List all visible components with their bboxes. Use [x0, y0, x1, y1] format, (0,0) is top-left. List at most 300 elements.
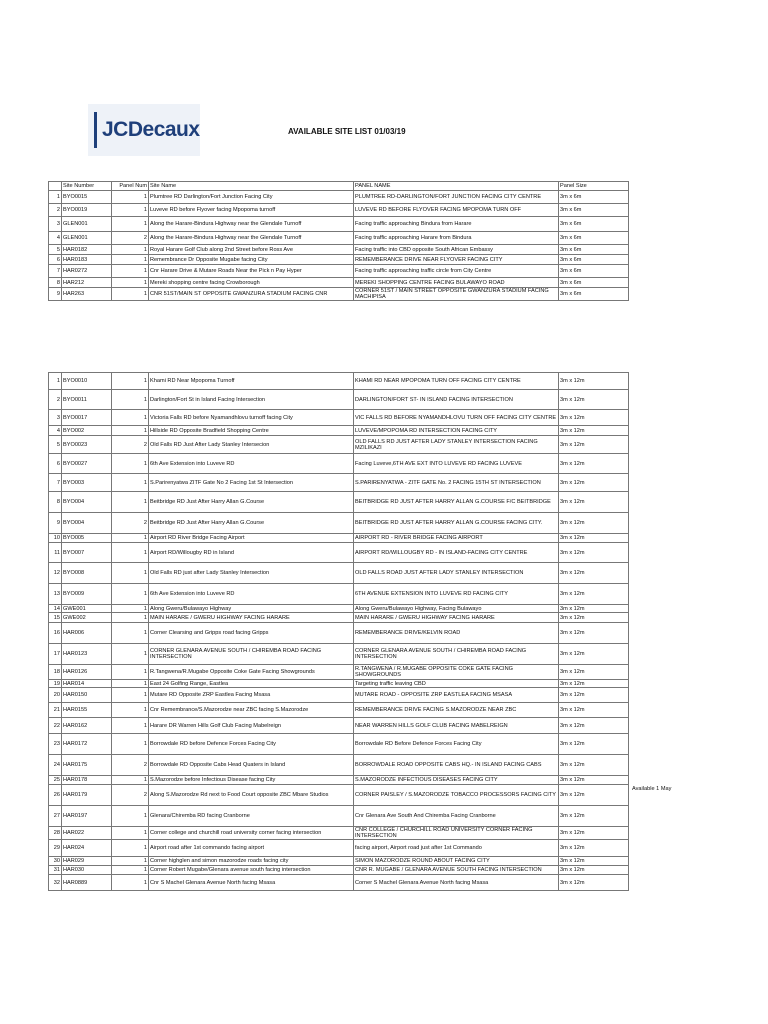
site-number-cell: BYO004 [62, 513, 112, 534]
site-number-cell: HAR030 [62, 866, 112, 875]
site-number-cell: GLEN001 [62, 232, 112, 245]
logo-bar-icon [94, 112, 97, 148]
site-name-cell: Borrowdale RD Opposite Cabs Head Quaters in Island [149, 755, 354, 776]
panel-size-cell: 3m x 12m [559, 390, 629, 410]
panel-number-cell: 1 [112, 776, 149, 785]
panel-name-cell: LUVEVE RD BEFORE FLYOVER FACING MPOPOMA TURN OFF [354, 204, 559, 217]
panel-number-cell: 1 [112, 543, 149, 563]
panel-name-cell: OLD FALLS ROAD JUST AFTER LADY STANLEY INTERSECTION [354, 563, 559, 584]
panel-size-cell: 3m x 6m [559, 265, 629, 278]
panel-number-cell: 1 [112, 492, 149, 513]
site-name-cell: Beitbridge RD Just After Harry Allan G.Course [149, 513, 354, 534]
panel-number-cell: 1 [112, 665, 149, 680]
table-row [49, 436, 629, 454]
site-name-cell: Mereki shopping centre facing Crowborough [149, 278, 354, 288]
row-number-cell: 5 [49, 436, 62, 454]
panel-number-cell: Panel Num [112, 182, 149, 191]
site-table-3x6 [48, 181, 629, 301]
panel-number-cell: 1 [112, 255, 149, 265]
panel-number-cell: 2 [112, 785, 149, 806]
panel-size-cell: 3m x 6m [559, 255, 629, 265]
table-row [49, 204, 629, 217]
panel-name-cell: facing airport, Airport road just after 1st Commando [354, 840, 559, 857]
panel-number-cell: 1 [112, 474, 149, 492]
panel-size-cell: 3m x 6m [559, 245, 629, 255]
site-name-cell: Glenara/Chiremba RD facing Cranborne [149, 806, 354, 827]
table-row [49, 827, 629, 840]
table-row [49, 492, 629, 513]
table-row [49, 688, 629, 703]
site-name-cell: CNR 51ST/MAIN ST OPPOSITE GWANZURA STADIUM FACING CNR [149, 288, 354, 301]
panel-size-cell: 3m x 12m [559, 734, 629, 755]
site-name-cell: East 24 Golfing Range, Eastlea [149, 680, 354, 688]
panel-size-cell: 3m x 12m [559, 806, 629, 827]
site-number-cell: BYO009 [62, 584, 112, 605]
site-name-cell: Remembrance Dr Opposite Mugabe facing City [149, 255, 354, 265]
table-row [49, 776, 629, 785]
panel-name-cell: S.PARIRENYATWA - ZITF GATE No. 2 FACING 15TH ST INTERSECTION [354, 474, 559, 492]
site-number-cell: BYO0010 [62, 373, 112, 390]
panel-size-cell: 3m x 12m [559, 563, 629, 584]
panel-name-cell: CORNER GLENARA AVENUE SOUTH / CHIREMBA ROAD FACING INTERSECTION [354, 644, 559, 665]
row-number-cell: 12 [49, 563, 62, 584]
panel-name-cell: BEITBRIDGE RD JUST AFTER HARRY ALLAN G.COURSE FACING CITY. [354, 513, 559, 534]
panel-name-cell: MAIN HARARE / GWERU HIGHWAY FACING HARARE [354, 613, 559, 623]
row-number-cell: 32 [49, 875, 62, 891]
row-number-cell: 18 [49, 665, 62, 680]
panel-name-cell: REMEMBERANCE DRIVE FACING S.MAZORODZE NEAR ZBC [354, 703, 559, 718]
panel-size-cell: 3m x 12m [559, 866, 629, 875]
row-number-cell: 3 [49, 410, 62, 426]
table-row [49, 755, 629, 776]
panel-name-cell: Corner S Machel Glenara Avenue North facing Msasa [354, 875, 559, 891]
panel-name-cell: S.MAZORODZE INFECTIOUS DISEASES FACING CITY [354, 776, 559, 785]
site-number-cell: HAR022 [62, 827, 112, 840]
panel-size-cell: 3m x 12m [559, 623, 629, 644]
site-number-cell: HAR0150 [62, 688, 112, 703]
panel-size-cell: 3m x 12m [559, 492, 629, 513]
row-number-cell: 16 [49, 623, 62, 644]
panel-number-cell: 1 [112, 680, 149, 688]
panel-size-cell: 3m x 12m [559, 785, 629, 806]
panel-name-cell: BEITBRIDGE RD JUST AFTER HARRY ALLAN G.COURSE F/C BEITBRIDGE [354, 492, 559, 513]
panel-number-cell: 1 [112, 866, 149, 875]
site-number-cell: GWE002 [62, 613, 112, 623]
site-name-cell: Luveve RD before Flyover facing Mpopoma turnoff [149, 204, 354, 217]
panel-size-cell: 3m x 12m [559, 703, 629, 718]
site-number-cell: BYO0023 [62, 436, 112, 454]
panel-number-cell: 1 [112, 278, 149, 288]
site-number-cell: BYO0015 [62, 191, 112, 204]
table-row [49, 785, 629, 806]
panel-name-cell: Facing traffic approaching traffic circle from City Centre [354, 265, 559, 278]
row-number-cell: 3 [49, 217, 62, 232]
site-name-cell: S.Mazorodze before Infectious Disease facing City [149, 776, 354, 785]
site-name-cell: Corner college and churchill road university corner facing intersection [149, 827, 354, 840]
site-table-3x12 [48, 372, 629, 891]
row-number-cell [49, 182, 62, 191]
logo-text: JCDecaux [102, 118, 200, 141]
panel-name-cell: CORNER 51ST / MAIN STREET OPPOSITE GWANZURA STADIUM FACING MACHIPISA [354, 288, 559, 301]
row-number-cell: 17 [49, 644, 62, 665]
table-row [49, 665, 629, 680]
site-number-cell: BYO0017 [62, 410, 112, 426]
table-row [49, 278, 629, 288]
table-row [49, 288, 629, 301]
panel-number-cell: 2 [112, 232, 149, 245]
site-number-cell: HAR0183 [62, 255, 112, 265]
panel-name-cell: LUVEVE/MPOPOMA RD INTERSECTION FACING CITY [354, 426, 559, 436]
table-row [49, 840, 629, 857]
panel-name-cell: Targeting traffic leaving CBD [354, 680, 559, 688]
panel-size-cell: 3m x 12m [559, 534, 629, 543]
panel-name-cell: REMEMBERANCE DRIVE/KELVIN ROAD [354, 623, 559, 644]
panel-name-cell: OLD FALLS RD JUST AFTER LADY STANLEY INTERSECTION FACING MZILIKAZI [354, 436, 559, 454]
panel-number-cell: 1 [112, 204, 149, 217]
panel-size-cell: 3m x 6m [559, 232, 629, 245]
panel-number-cell: 2 [112, 513, 149, 534]
panel-number-cell: 2 [112, 436, 149, 454]
jcdecaux-logo [88, 104, 200, 156]
site-number-cell: HAR263 [62, 288, 112, 301]
panel-name-cell: CNR COLLEGE / CHURCHILL ROAD UNIVERSITY CORNER FACING INTERSECTION [354, 827, 559, 840]
site-number-cell: HAR0179 [62, 785, 112, 806]
panel-number-cell: 1 [112, 613, 149, 623]
panel-number-cell: 1 [112, 703, 149, 718]
panel-size-cell: 3m x 12m [559, 688, 629, 703]
row-number-cell: 4 [49, 426, 62, 436]
row-number-cell: 10 [49, 534, 62, 543]
site-number-cell: HAR0123 [62, 644, 112, 665]
panel-name-cell: AIRPORT RD/WILLOUGBY RD - IN ISLAND-FACING CITY CENTRE [354, 543, 559, 563]
site-number-cell: HAR0182 [62, 245, 112, 255]
table-row [49, 644, 629, 665]
panel-name-cell: PANEL NAME [354, 182, 559, 191]
table-row [49, 875, 629, 891]
site-name-cell: MAIN HARARE / GWERU HIGHWAY FACING HARARE [149, 613, 354, 623]
table-row [49, 191, 629, 204]
panel-number-cell: 1 [112, 191, 149, 204]
table-row [49, 454, 629, 474]
panel-name-cell: REMEMBERANCE DRIVE NEAR FLYOVER FACING CITY [354, 255, 559, 265]
table-row [49, 806, 629, 827]
row-number-cell: 27 [49, 806, 62, 827]
row-number-cell: 4 [49, 232, 62, 245]
panel-number-cell: 1 [112, 644, 149, 665]
panel-size-cell: 3m x 12m [559, 840, 629, 857]
panel-number-cell: 1 [112, 623, 149, 644]
panel-size-cell: 3m x 6m [559, 288, 629, 301]
site-name-cell: Hillside RD Opposite Bradfield Shopping Centre [149, 426, 354, 436]
row-number-cell: 20 [49, 688, 62, 703]
row-number-cell: 9 [49, 288, 62, 301]
table-row [49, 623, 629, 644]
table-row [49, 718, 629, 734]
site-number-cell: BYO007 [62, 543, 112, 563]
table-row [49, 584, 629, 605]
site-number-cell: HAR0889 [62, 875, 112, 891]
panel-name-cell: Facing Luveve,6TH AVE EXT INTO LUVEVE RD FACING LUVEVE [354, 454, 559, 474]
row-number-cell: 2 [49, 390, 62, 410]
row-number-cell: 1 [49, 373, 62, 390]
site-name-cell: Along S.Mazorodze Rd next to Food Court opposite ZBC Mbare Studios [149, 785, 354, 806]
site-number-cell: HAR0178 [62, 776, 112, 785]
row-number-cell: 1 [49, 191, 62, 204]
site-name-cell: Cnr Harare Drive & Mutare Roads Near the Pick n Pay Hyper [149, 265, 354, 278]
site-name-cell: Cnr S Machel Glenara Avenue North facing Msasa [149, 875, 354, 891]
panel-size-cell: 3m x 12m [559, 665, 629, 680]
panel-number-cell: 1 [112, 390, 149, 410]
table-row [49, 410, 629, 426]
row-number-cell: 13 [49, 584, 62, 605]
site-number-cell: HAR0155 [62, 703, 112, 718]
site-name-cell: Along the Harare-Bindura Highway near the Glendale Turnoff [149, 217, 354, 232]
panel-number-cell: 1 [112, 827, 149, 840]
site-name-cell: Along the Harare-Bindura Highway near the Glendale Turnoff [149, 232, 354, 245]
site-number-cell: HAR006 [62, 623, 112, 644]
site-name-cell: 6th Ave Extension into Luveve RD [149, 454, 354, 474]
panel-name-cell: Facing traffic approaching Harare from Bindura [354, 232, 559, 245]
panel-size-cell: 3m x 12m [559, 543, 629, 563]
site-number-cell: HAR029 [62, 857, 112, 866]
header-row [49, 182, 629, 191]
site-number-cell: HAR0172 [62, 734, 112, 755]
site-number-cell: BYO005 [62, 534, 112, 543]
row-number-cell: 7 [49, 265, 62, 278]
site-name-cell: Airport RD/Willougby RD in Island [149, 543, 354, 563]
panel-number-cell: 1 [112, 373, 149, 390]
row-number-cell: 25 [49, 776, 62, 785]
panel-name-cell: Facing traffic approaching Bindura from Harare [354, 217, 559, 232]
row-number-cell: 23 [49, 734, 62, 755]
row-number-cell: 15 [49, 613, 62, 623]
site-number-cell: HAR0126 [62, 665, 112, 680]
site-number-cell: BYO0011 [62, 390, 112, 410]
panel-size-cell: 3m x 12m [559, 680, 629, 688]
panel-number-cell: 1 [112, 857, 149, 866]
site-name-cell: Old Falls RD just after Lady Stanley Intersection [149, 563, 354, 584]
table-row [49, 857, 629, 866]
site-name-cell: Victoria Falls RD before Nyamandhlovu turnoff facing City [149, 410, 354, 426]
site-number-cell: GWE001 [62, 605, 112, 613]
panel-number-cell: 1 [112, 840, 149, 857]
table-row [49, 474, 629, 492]
site-number-cell: HAR014 [62, 680, 112, 688]
panel-number-cell: 1 [112, 875, 149, 891]
row-number-cell: 19 [49, 680, 62, 688]
panel-name-cell: VIC FALLS RD BEFORE NYAMANDHLOVU TURN OFF FACING CITY CENTRE [354, 410, 559, 426]
table-row [49, 703, 629, 718]
panel-size-cell: 3m x 12m [559, 718, 629, 734]
panel-number-cell: 1 [112, 688, 149, 703]
panel-size-cell: 3m x 12m [559, 613, 629, 623]
table-row [49, 680, 629, 688]
row-number-cell: 24 [49, 755, 62, 776]
site-name-cell: R.Tangwena/R.Mugabe Opposite Coke Gate Facing Showgrounds [149, 665, 354, 680]
site-name-cell: Darlington/Fort St in Island Facing Intersection [149, 390, 354, 410]
row-number-cell: 8 [49, 278, 62, 288]
panel-name-cell: Cnr Glenara Ave South And Chiremba Facing Cranborne [354, 806, 559, 827]
row-number-cell: 29 [49, 840, 62, 857]
row-number-cell: 6 [49, 255, 62, 265]
panel-name-cell: R.TANGWENA / R.MUGABE OPPOSITE COKE GATE FACING SHOWGROUNDS [354, 665, 559, 680]
table-row [49, 513, 629, 534]
panel-name-cell: Facing traffic into CBD opposite South African Embassy [354, 245, 559, 255]
panel-name-cell: 6TH AVENUE EXTENSION INTO LUVEVE RD FACING CITY [354, 584, 559, 605]
panel-size-cell: 3m x 12m [559, 644, 629, 665]
site-name-cell: Site Name [149, 182, 354, 191]
site-name-cell: Airport RD River Bridge Facing Airport [149, 534, 354, 543]
row-number-cell: 31 [49, 866, 62, 875]
panel-number-cell: 1 [112, 245, 149, 255]
panel-size-cell: 3m x 12m [559, 755, 629, 776]
table-row [49, 605, 629, 613]
site-number-cell: HAR212 [62, 278, 112, 288]
panel-name-cell: DARLINGTON/FORT ST- IN ISLAND FACING INTERSECTION [354, 390, 559, 410]
panel-size-cell: Panel Size [559, 182, 629, 191]
row-number-cell: 8 [49, 492, 62, 513]
table-row [49, 373, 629, 390]
panel-size-cell: 3m x 12m [559, 827, 629, 840]
panel-name-cell: CNR R. MUGABE / GLENARA AVENUE SOUTH FACING INTERSECTION [354, 866, 559, 875]
panel-size-cell: 3m x 6m [559, 278, 629, 288]
site-number-cell: HAR0272 [62, 265, 112, 278]
site-number-cell: BYO0019 [62, 204, 112, 217]
table-row [49, 534, 629, 543]
row-number-cell: 11 [49, 543, 62, 563]
site-name-cell: Corner Clearsing and Gripps road facing Gripps [149, 623, 354, 644]
panel-name-cell: BORROWDALE ROAD OPPOSITE CABS HQ.- IN ISLAND FACING CABS [354, 755, 559, 776]
site-name-cell: Old Falls RD Just After Lady Stanley Intersecion [149, 436, 354, 454]
site-number-cell: BYO0027 [62, 454, 112, 474]
site-number-cell: BYO002 [62, 426, 112, 436]
panel-number-cell: 1 [112, 534, 149, 543]
site-name-cell: Khami RD Near Mpopoma Turnoff [149, 373, 354, 390]
panel-size-cell: 3m x 12m [559, 474, 629, 492]
table-row [49, 426, 629, 436]
row-number-cell: 6 [49, 454, 62, 474]
panel-number-cell: 1 [112, 265, 149, 278]
table-row [49, 255, 629, 265]
panel-number-cell: 1 [112, 605, 149, 613]
site-name-cell: Cnr Remembrance/S.Mazorodze near ZBC facing S.Mazorodze [149, 703, 354, 718]
table-row [49, 563, 629, 584]
panel-size-cell: 3m x 12m [559, 426, 629, 436]
table-row [49, 217, 629, 232]
row-number-cell: 22 [49, 718, 62, 734]
panel-number-cell: 1 [112, 288, 149, 301]
table-row [49, 232, 629, 245]
row-number-cell: 14 [49, 605, 62, 613]
site-number-cell: BYO008 [62, 563, 112, 584]
panel-size-cell: 3m x 6m [559, 204, 629, 217]
page-title: AVAILABLE SITE LIST 01/03/19 [288, 127, 406, 136]
panel-size-cell: 3m x 12m [559, 373, 629, 390]
panel-number-cell: 1 [112, 584, 149, 605]
site-name-cell: Corner Robert Mugabe/Glenara avenue south facing intersection [149, 866, 354, 875]
site-number-cell: BYO004 [62, 492, 112, 513]
panel-number-cell: 1 [112, 563, 149, 584]
panel-number-cell: 1 [112, 410, 149, 426]
table-row [49, 613, 629, 623]
panel-name-cell: Along Gweru/Bulawayo Highway, Facing Bulawayo [354, 605, 559, 613]
panel-name-cell: AIRPORT RD - RIVER BRIDGE FACING AIRPORT [354, 534, 559, 543]
site-name-cell: Plumtree RD Darlington/Fort Junction Facing City [149, 191, 354, 204]
table-row [49, 390, 629, 410]
site-number-cell: BYO003 [62, 474, 112, 492]
row-number-cell: 9 [49, 513, 62, 534]
site-name-cell: Corner highglen and simon mazorodze roads facing city [149, 857, 354, 866]
table-row [49, 543, 629, 563]
panel-size-cell: 3m x 12m [559, 513, 629, 534]
site-name-cell: Harare DR Warren Hills Golf Club Facing Mabelreign [149, 718, 354, 734]
panel-number-cell: 1 [112, 217, 149, 232]
panel-name-cell: Borrowdale RD Before Defence Forces Facing City [354, 734, 559, 755]
table-row [49, 734, 629, 755]
panel-name-cell: SIMON MAZORODZE ROUND ABOUT FACING CITY [354, 857, 559, 866]
panel-name-cell: CORNER PAISLEY / S.MAZORODZE TOBACCO PROCESSORS FACING CITY [354, 785, 559, 806]
table-row [49, 866, 629, 875]
availability-note: Available 1 May [632, 786, 672, 792]
panel-name-cell: MEREKI SHOPPING CENTRE FACING BULAWAYO ROAD [354, 278, 559, 288]
panel-size-cell: 3m x 12m [559, 776, 629, 785]
panel-size-cell: 3m x 12m [559, 454, 629, 474]
row-number-cell: 2 [49, 204, 62, 217]
row-number-cell: 30 [49, 857, 62, 866]
panel-number-cell: 1 [112, 718, 149, 734]
panel-size-cell: 3m x 6m [559, 191, 629, 204]
panel-number-cell: 1 [112, 806, 149, 827]
panel-size-cell: 3m x 12m [559, 875, 629, 891]
site-number-cell: HAR0162 [62, 718, 112, 734]
panel-size-cell: 3m x 12m [559, 605, 629, 613]
row-number-cell: 28 [49, 827, 62, 840]
panel-size-cell: 3m x 12m [559, 410, 629, 426]
site-number-cell: HAR0197 [62, 806, 112, 827]
site-name-cell: CORNER GLENARA AVENUE SOUTH / CHIREMBA ROAD FACING INTERSECTION [149, 644, 354, 665]
table-row [49, 245, 629, 255]
row-number-cell: 5 [49, 245, 62, 255]
panel-size-cell: 3m x 12m [559, 857, 629, 866]
site-name-cell: Mutare RD Opposite ZRP Eastlea Facing Msasa [149, 688, 354, 703]
panel-number-cell: 1 [112, 734, 149, 755]
site-number-cell: Site Number [62, 182, 112, 191]
panel-size-cell: 3m x 12m [559, 584, 629, 605]
site-number-cell: HAR024 [62, 840, 112, 857]
site-name-cell: Royal Harare Golf Club along 2nd Street before Ross Ave [149, 245, 354, 255]
site-name-cell: Along Gweru/Bulawayo Highway [149, 605, 354, 613]
panel-number-cell: 1 [112, 426, 149, 436]
site-name-cell: 6th Ave Extension into Luveve RD [149, 584, 354, 605]
site-name-cell: Borrowdale RD before Defence Forces Facing City [149, 734, 354, 755]
site-number-cell: HAR0175 [62, 755, 112, 776]
panel-name-cell: MUTARE ROAD - OPPOSITE ZRP EASTLEA FACING MSASA [354, 688, 559, 703]
row-number-cell: 7 [49, 474, 62, 492]
table-row [49, 265, 629, 278]
site-name-cell: S.Parirenyatwa ZITF Gate No 2 Facing 1st St Intersection [149, 474, 354, 492]
row-number-cell: 26 [49, 785, 62, 806]
panel-name-cell: PLUMTREE RD-DARLINGTON/FORT JUNCTION FACING CITY CENTRE [354, 191, 559, 204]
site-number-cell: GLEN001 [62, 217, 112, 232]
panel-size-cell: 3m x 12m [559, 436, 629, 454]
panel-number-cell: 2 [112, 755, 149, 776]
panel-name-cell: KHAMI RD NEAR MPOPOMA TURN OFF FACING CITY CENTRE [354, 373, 559, 390]
row-number-cell: 21 [49, 703, 62, 718]
site-name-cell: Airport road after 1st commando facing airport [149, 840, 354, 857]
panel-size-cell: 3m x 6m [559, 217, 629, 232]
site-name-cell: Beitbridge RD Just After Harry Allan G.Course [149, 492, 354, 513]
panel-name-cell: NEAR WARREN HILLS GOLF CLUB FACING MABELREIGN [354, 718, 559, 734]
